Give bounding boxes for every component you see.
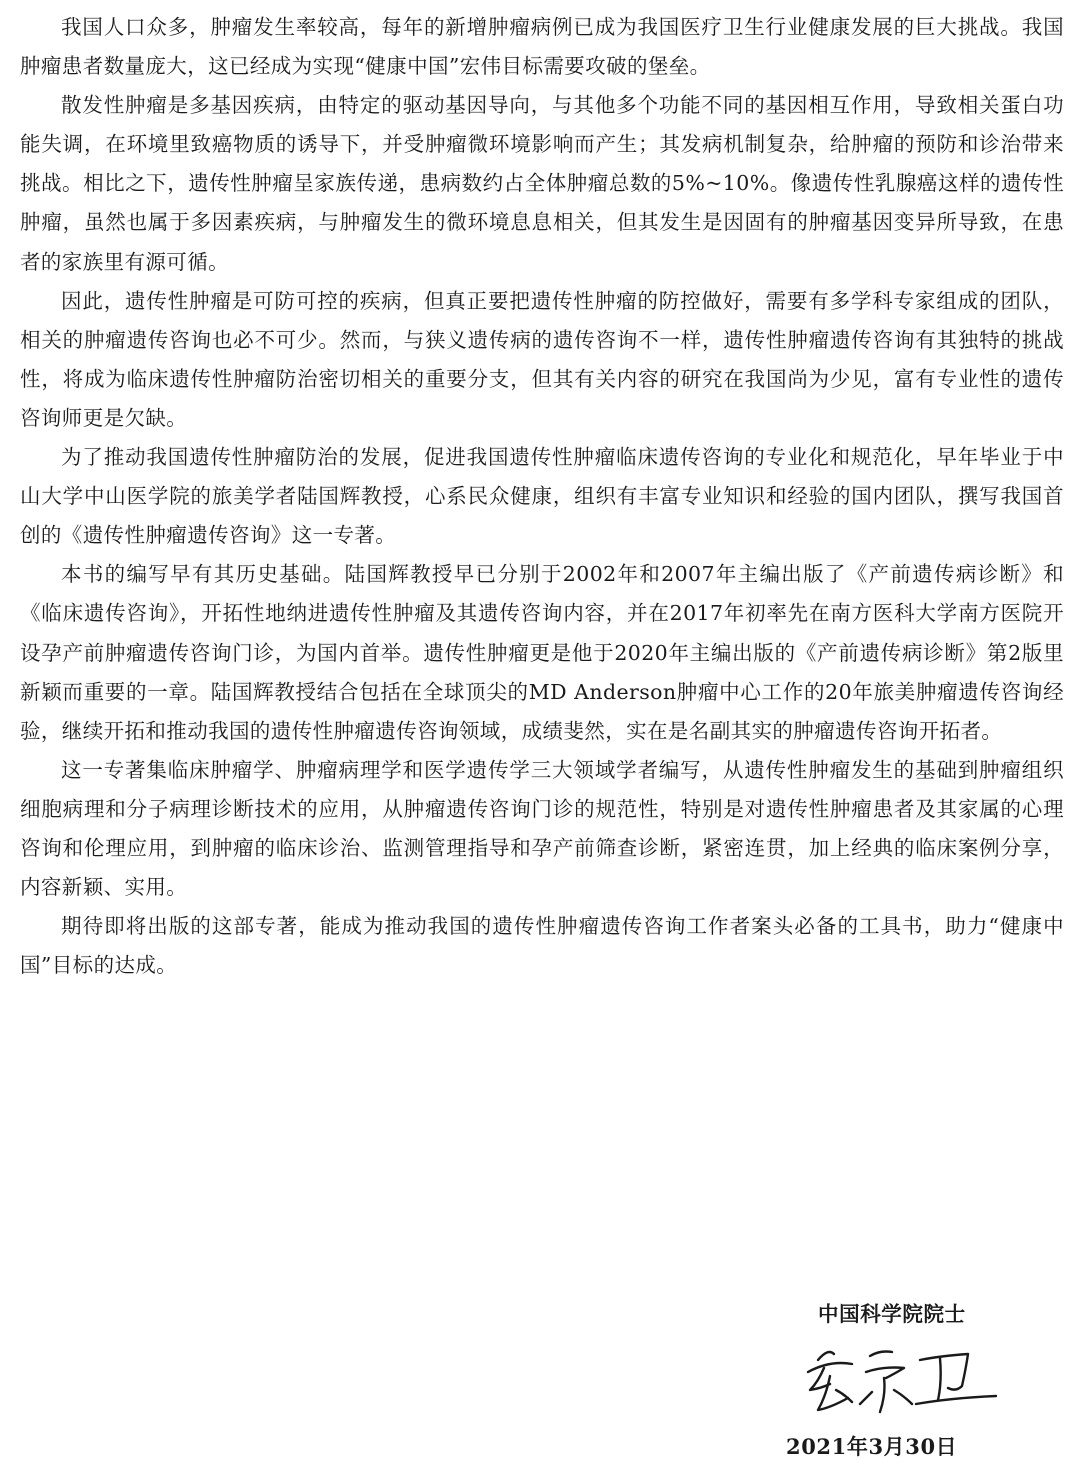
paragraph-history: 本书的编写早有其历史基础。陆国辉教授早已分别于2002年和2007年主编出版了《产前遗传病诊断》和《临床遗传咨询》，开拓性地纳进遗传性肿瘤及其遗传咨询内容，并在2017年初率先在南方医科大学南方医院开设孕产前肿瘤遗传咨询门诊，为国内首举。遗传性肿瘤更是他于2020年主编出版的《产前遗传病诊断》第2版里新颖而重要的一章。陆国辉教授结合包括在全球顶尖的MD Anderson肿瘤中心工作的20年旅美肿瘤遗传咨询经验，继续开拓和推动我国的遗传性肿瘤遗传咨询领域，成绩斐然，实在是名副其实的肿瘤遗传咨询开拓者。 — [20, 562, 1064, 743]
signer-title: 中国科学院院士 — [818, 1302, 966, 1326]
paragraph-intro: 我国人口众多，肿瘤发生率较高，每年的新增肿瘤病例已成为我国医疗卫生行业健康发展的巨大挑战。我国肿瘤患者数量庞大，这已经成为实现“健康中国”宏伟目标需要攻破的堡垒。 — [20, 15, 1064, 79]
paragraph-content: 这一专著集临床肿瘤学、肿瘤病理学和医学遗传学三大领域学者编写，从遗传性肿瘤发生的基础到肿瘤组织细胞病理和分子病理诊断技术的应用，从肿瘤遗传咨询门诊的规范性，特别是对遗传性肿瘤患者及其家属的心理咨询和伦理应用，到肿瘤的临床诊治、监测管理指导和孕产前筛查诊断，紧密连贯，加上经典的临床案例分享，内容新颖、实用。 — [20, 757, 1064, 900]
paragraph-motivation: 为了推动我国遗传性肿瘤防治的发展，促进我国遗传性肿瘤临床遗传咨询的专业化和规范化，早年毕业于中山大学中山医学院的旅美学者陆国辉教授，心系民众健康，组织有丰富专业知识和经验的国内团队，撰写我国首创的《遗传性肿瘤遗传咨询》这一专著。 — [20, 445, 1064, 548]
paragraph-prevention: 因此，遗传性肿瘤是可防可控的疾病，但真正要把遗传性肿瘤的防控做好，需要有多学科专家组成的团队，相关的肿瘤遗传咨询也必不可少。然而，与狭义遗传病的遗传咨询不一样，遗传性肿瘤遗传咨询有其独特的挑战性，将成为临床遗传性肿瘤防治密切相关的重要分支，但其有关内容的研究在我国尚为少见，富有专业性的遗传咨询师更是欠缺。 — [20, 288, 1064, 430]
paragraph-expectation: 期待即将出版的这部专著，能成为推动我国的遗传性肿瘤遗传咨询工作者案头必备的工具书，助力“健康中国”目标的达成。 — [20, 914, 1064, 978]
document-body — [20, 8, 1064, 985]
handwritten-signature — [800, 1338, 1000, 1420]
signature-date: 2021年3月30日 — [786, 1434, 958, 1459]
paragraph-sporadic-tumor: 散发性肿瘤是多基因疾病，由特定的驱动基因导向，与其他多个功能不同的基因相互作用，导致相关蛋白功能失调，在环境里致癌物质的诱导下，并受肿瘤微环境影响而产生；其发病机制复杂，给肿瘤的预防和诊治带来挑战。相比之下，遗传性肿瘤呈家族传递，患病数约占全体肿瘤总数的5%~10%。像遗传性乳腺癌这样的遗传性肿瘤，虽然也属于多因素疾病，与肿瘤发生的微环境息息相关，但其发生是因固有的肿瘤基因变异所导致，在患者的家族里有源可循。 — [20, 93, 1064, 274]
